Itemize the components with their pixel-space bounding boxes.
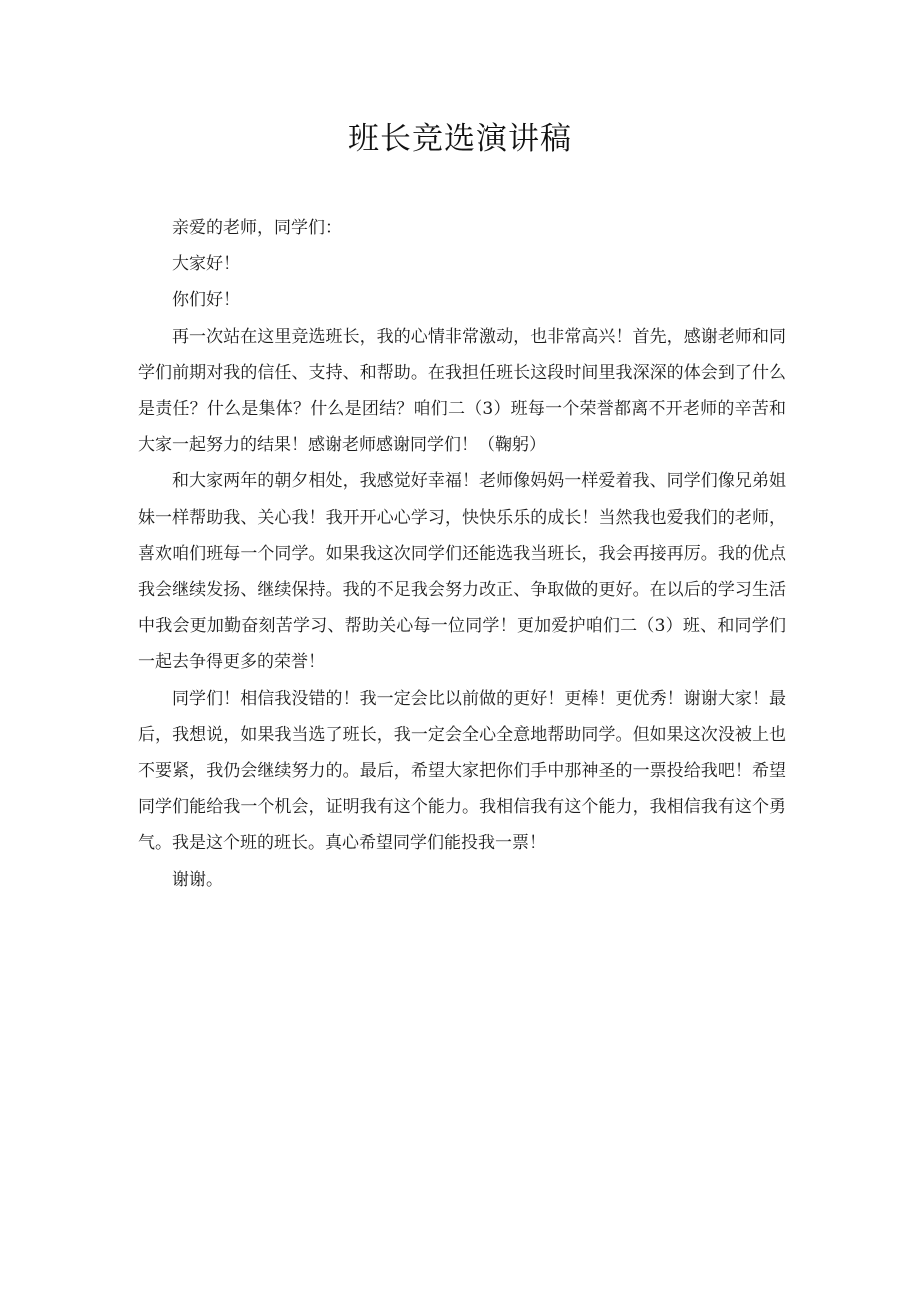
paragraph-greeting-all: 大家好！	[172, 254, 240, 275]
paragraph-body-1: 再一次站在这里竞选班长，我的心情非常激动，也非常高兴！首先，感谢老师和同学们前期对我的信任、支持、和帮助。在我担任班长这段时间里我深深的体会到了什么是责任？什么是集体？什么是团结？咱们二（3）班每一个荣誉都离不开老师的辛苦和大家一起努力的结果！感谢老师感谢同学们！（鞠躬）	[138, 326, 786, 456]
page-title: 班长竞选演讲稿	[348, 121, 572, 157]
paragraph-body-3: 同学们！相信我没错的！我一定会比以前做的更好！更棒！更优秀！谢谢大家！最后，我想说，如果我当选了班长，我一定会全心全意地帮助同学。但如果这次没被上也不要紧，我仍会继续努力的。最后，希望大家把你们手中那神圣的一票投给我吧！希望同学们能给我一个机会，证明我有这个能力。我相信我有这个能力，我相信我有这个勇气。我是这个班的班长。真心希望同学们能投我一票！	[138, 688, 786, 854]
paragraph-salutation: 亲爱的老师，同学们：	[172, 218, 342, 238]
document-body	[138, 210, 786, 898]
paragraph-body-2: 和大家两年的朝夕相处，我感觉好幸福！老师像妈妈一样爱着我、同学们像兄弟姐妹一样帮助我、关心我！我开开心心学习，快快乐乐的成长！当然我也爱我们的老师，喜欢咱们班每一个同学。如果我这次同学们还能选我当班长，我会再接再厉。我的优点我会继续发扬、继续保持。我的不足我会努力改正、争取做的更好。在以后的学习生活中我会更加勤奋刻苦学习、帮助关心每一位同学！更加爱护咱们二（3）班、和同学们一起去争得更多的荣誉！	[138, 471, 786, 673]
paragraph-greeting-you: 你们好！	[172, 290, 240, 311]
paragraph-closing: 谢谢。	[172, 869, 223, 890]
